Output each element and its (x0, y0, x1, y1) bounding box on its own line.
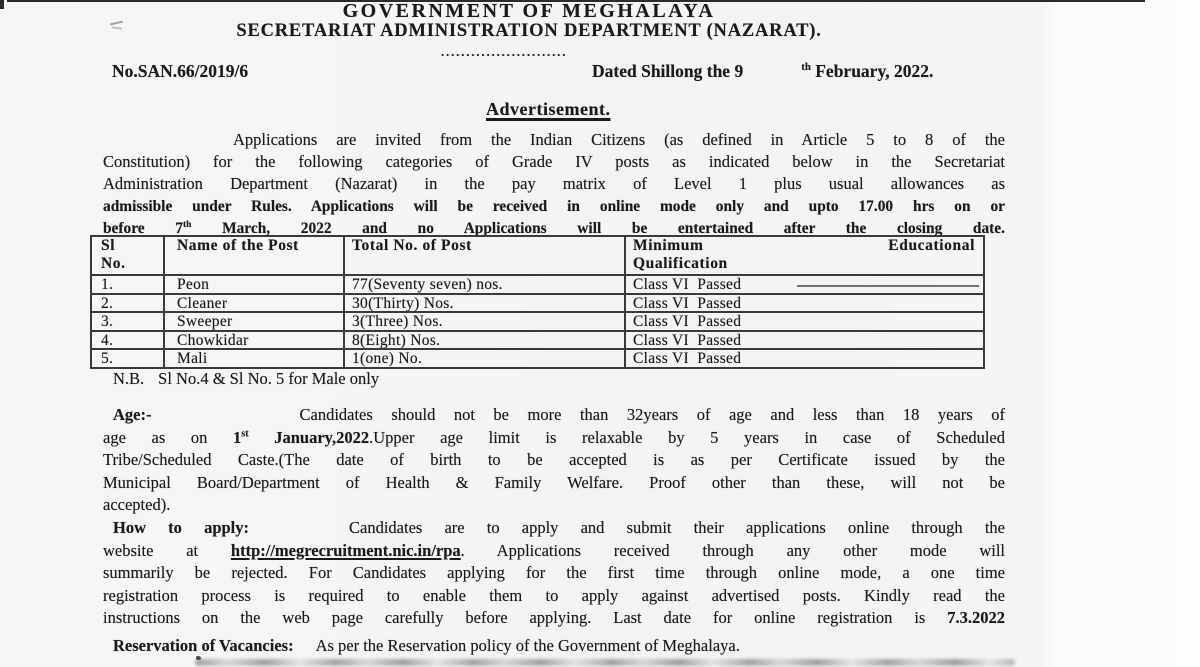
intro-line: before 7th March, 2022 and no Applications will be entertained after the closing date. (103, 218, 1005, 237)
cell-name: Cleaner (163, 295, 343, 312)
separator-dots: ......................... (441, 44, 568, 59)
cell-total: 77(Seventy seven) nos. (343, 276, 624, 293)
department-title: SECRETARIAT ADMINISTRATION DEPARTMENT (NAZARAT). (236, 21, 822, 41)
nb-note (103, 369, 379, 389)
cell-qualification: Class VI Passed (624, 313, 983, 330)
age-line: Tribe/Scheduled Caste.(The date of birth to be accepted is as per Certificate issued by the (103, 450, 1005, 470)
intro-paragraph (103, 129, 1005, 240)
cell-total: 3(Three) Nos. (343, 313, 624, 330)
header-qualification: Minimum Educational Qualification (624, 237, 983, 274)
cell-total: 8(Eight) Nos. (343, 332, 624, 349)
how-line: How to apply: Candidates are to apply and submit their applications online through the (113, 518, 1005, 537)
cell-sl: 4. (101, 331, 114, 349)
cell-name: Chowkidar (163, 332, 343, 349)
header-post-name: Name of the Post (163, 237, 343, 274)
posts-table (90, 235, 985, 369)
nb-text: Sl No.4 & Sl No. 5 for Male only (158, 369, 380, 388)
table-row (92, 274, 983, 293)
age-line: accepted). (103, 495, 171, 515)
header-sl-no: Sl No. (101, 237, 126, 272)
how-line: summarily be rejected. For Candidates applying for the first time through online mode, a one time (103, 563, 1005, 583)
reference-number: No.SAN.66/2019/6 (112, 61, 249, 81)
cell-name: Peon (163, 276, 343, 293)
how-to-apply-section (103, 517, 1005, 630)
age-line: Age:- Candidates should not be more than 32years of age and less than 18 years of (113, 405, 1005, 424)
intro-line: admissible under Rules. Applications will be received in online mode only and upto 17.00 hrs on or (103, 197, 1005, 215)
government-title: GOVERNMENT OF MEGHALAYA (342, 0, 716, 22)
advertisement-heading: Advertisement. (486, 99, 611, 119)
cell-qualification: Class VI Passed (624, 295, 983, 312)
reservation-section: Reservation of Vacancies: As per the Reservation policy of the Government of Meghalaya. (113, 636, 740, 655)
how-line: registration process is required to enable them to apply against advertised posts. Kindly read the (103, 585, 1005, 605)
cell-sl: 5. (101, 350, 114, 367)
table-header-row (92, 237, 983, 274)
cell-name: Sweeper (163, 313, 343, 330)
header-total-posts: Total No. of Post (343, 237, 624, 274)
table-row (92, 311, 983, 330)
how-line: website at http://megrecruitment.nic.in/rpa. Applications received through any other mode will (103, 540, 1005, 560)
cell-sl: 2. (101, 294, 114, 312)
intro-line: Administration Department (Nazarat) in the pay matrix of Level 1 plus usual allowances as (103, 174, 1005, 194)
nb-label: N.B. (113, 369, 145, 388)
cell-qualification: Class VI Passed (624, 332, 983, 349)
cell-name: Mali (163, 350, 343, 367)
age-line: age as on 1st January,2022.Upper age limit is relaxable by 5 years in case of Scheduled (103, 427, 1005, 447)
table-row (92, 348, 983, 367)
intro-line: Constitution) for the following categories of Grade IV posts as indicated below in the Secretariat (103, 152, 1005, 172)
cell-total: 30(Thirty) Nos. (343, 295, 624, 312)
age-section (103, 404, 1005, 517)
scan-line-artifact (797, 285, 979, 287)
how-line: instructions on the web page carefully before applying. Last date for online registration is 7.3.2022 (103, 608, 1005, 628)
cell-qualification: Class VI Passed (624, 350, 983, 367)
scan-artifact-cutoff-text (195, 659, 1015, 666)
table-row (92, 293, 983, 312)
intro-line: Applications are invited from the Indian Citizens (as defined in Article 5 to 8 of the (233, 130, 1005, 149)
table-row (92, 330, 983, 349)
cell-total: 1(one) No. (343, 350, 624, 367)
cell-sl: 3. (101, 313, 114, 330)
age-line: Municipal Board/Department of Health & Family Welfare. Proof other than these, will not be (103, 472, 1005, 492)
date-line: Dated Shillong the 9 $^{th}$ February, 2022. (592, 61, 934, 81)
cell-sl: 1. (101, 276, 114, 293)
cell-qualification: Class VI Passed (624, 276, 983, 293)
reference-row (0, 61, 1200, 83)
